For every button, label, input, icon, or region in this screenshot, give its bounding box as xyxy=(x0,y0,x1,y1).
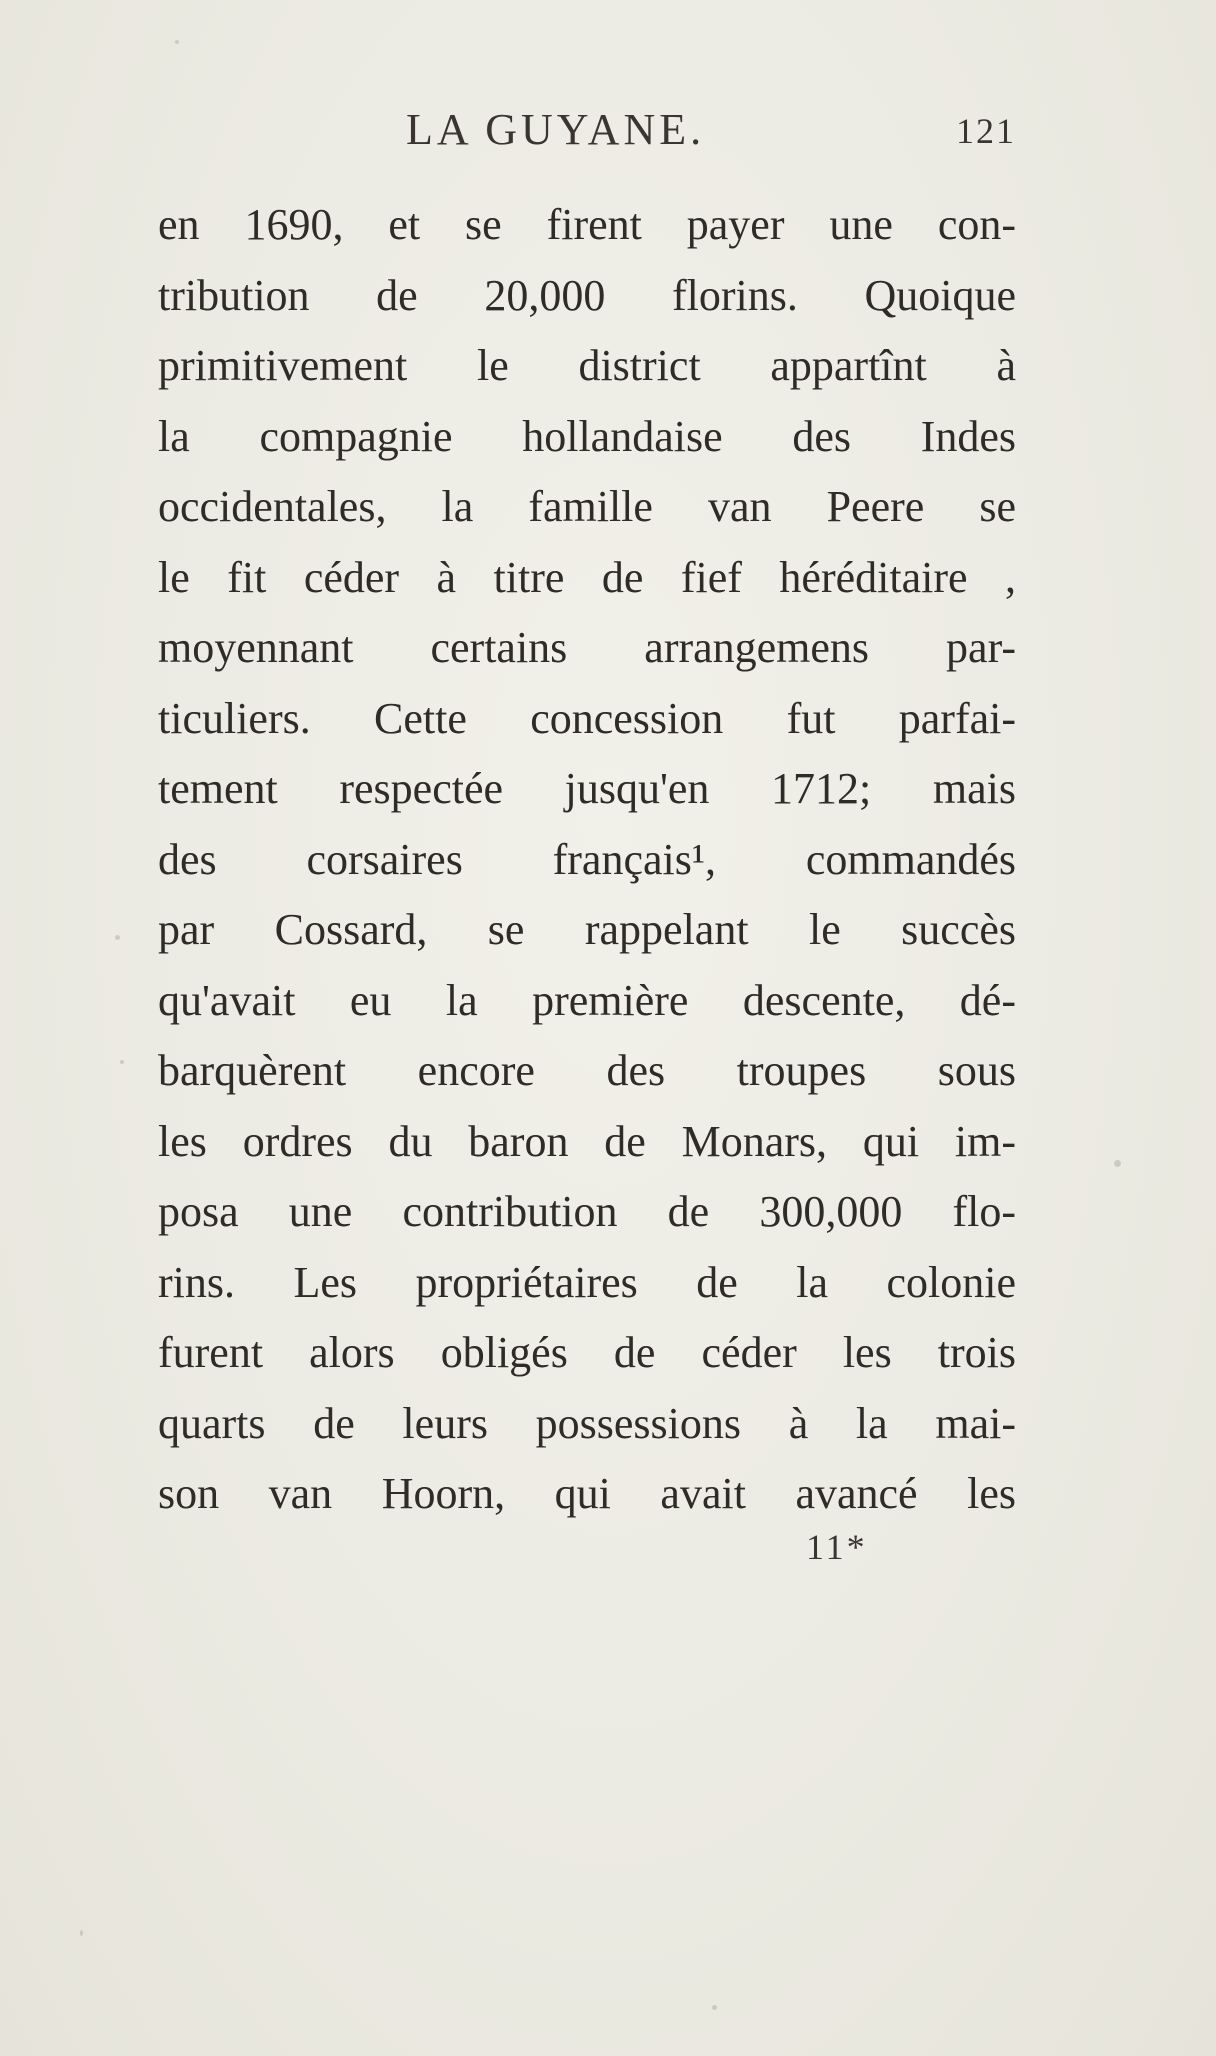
text-line: rins. Les propriétaires de la colonie xyxy=(158,1257,1016,1307)
text-line: le fit céder à titre de fief héréditaire , xyxy=(158,552,1016,602)
running-title: LA GUYANE. xyxy=(406,105,706,154)
text-line: primitivement le district appartînt à xyxy=(158,341,1016,390)
text-line: la compagnie hollandaise des Indes xyxy=(158,411,1016,461)
paper-speck xyxy=(80,1930,83,1936)
text-line: tribution de 20,000 florins. Quoique xyxy=(158,270,1016,320)
page-number: 121 xyxy=(956,111,1016,151)
text-line: moyennant certains arrangemens par- xyxy=(158,623,1016,672)
paper-speck xyxy=(120,1060,124,1064)
text-line: tement respectée jusqu'en 1712; mais xyxy=(158,764,1016,813)
page-header xyxy=(158,104,1016,164)
paper-speck xyxy=(1114,1160,1121,1167)
paper-speck xyxy=(175,40,179,44)
text-line: les ordres du baron de Monars, qui im- xyxy=(158,1116,1016,1166)
text-line: par Cossard, se rappelant le succès xyxy=(158,905,1016,954)
text-line: qu'avait eu la première descente, dé- xyxy=(158,975,1016,1025)
body-text xyxy=(158,190,1016,1530)
text-line: furent alors obligés de céder les trois xyxy=(158,1328,1016,1377)
text-line: occidentales, la famille van Peere se xyxy=(158,482,1016,531)
text-line: posa une contribution de 300,000 flo- xyxy=(158,1187,1016,1236)
signature-mark: 11* xyxy=(806,1527,868,1567)
text-line: son van Hoorn, qui avait avancé les xyxy=(158,1469,1016,1518)
text-line: quarts de leurs possessions à la mai- xyxy=(158,1398,1016,1448)
paper-speck xyxy=(115,935,120,940)
text-line: en 1690, et se firent payer une con- xyxy=(158,200,1016,249)
paper-speck xyxy=(712,2005,717,2010)
text-line: ticuliers. Cette concession fut parfai- xyxy=(158,693,1016,743)
text-line: barquèrent encore des troupes sous xyxy=(158,1046,1016,1095)
text-line: des corsaires français¹, commandés xyxy=(158,834,1016,884)
